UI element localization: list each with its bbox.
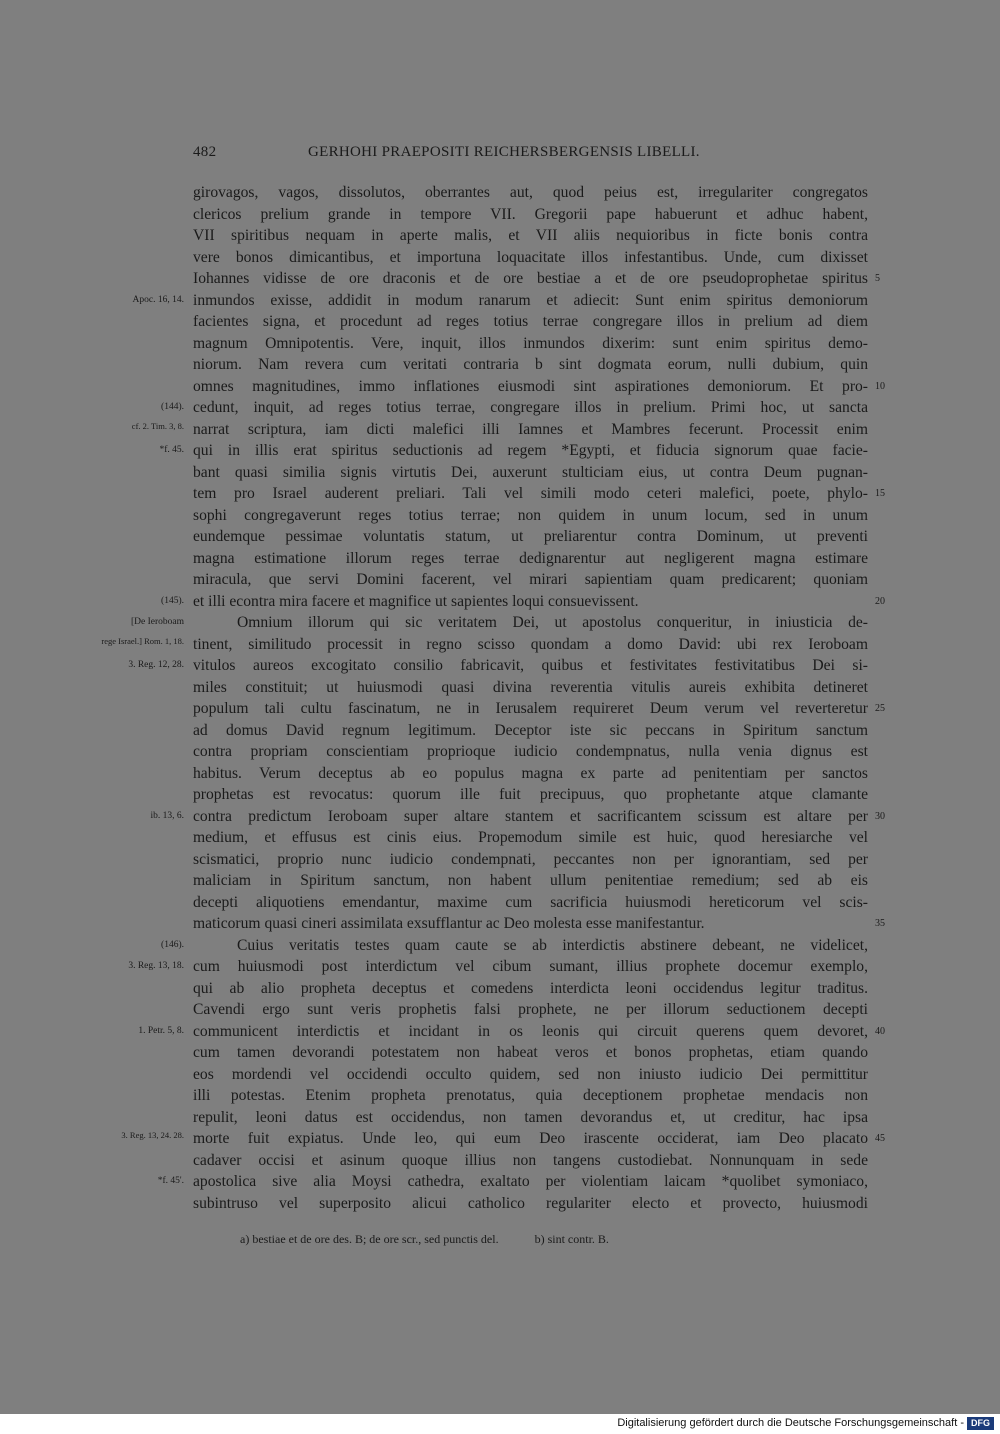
text-line: [193, 913, 885, 935]
margin-reference: (145).: [161, 595, 184, 606]
text-line: [193, 720, 868, 742]
line-text: tem pro Israel auderent preliari. Tali vel simili modo ceteri malefici, poete, phylo-: [193, 485, 868, 502]
line-text: medium, et effusus est cinis eius. Propemodum simile est huic, quod heresiarche vel: [193, 829, 868, 846]
line-number: 45: [875, 1133, 885, 1144]
line-number: 15: [875, 488, 885, 499]
text-line: [193, 784, 868, 806]
line-text: sophi congregaverunt reges totius terrae; non quidem in unum locum, sed in unum: [193, 506, 868, 524]
line-text: cedunt, inquit, ad reges totius terrae, congregare illos in prelium. Primi hoc, ut sancta: [193, 399, 868, 416]
line-text: Omnium illorum qui sic veritatem Dei, ut apostolus conqueritur, in iniusticia de-: [237, 614, 868, 631]
text-line: [193, 999, 868, 1021]
margin-reference: 3. Reg. 13, 24. 28.: [121, 1130, 184, 1140]
text-line: [193, 526, 868, 548]
text-line: [193, 827, 868, 849]
line-number: 30: [875, 810, 885, 822]
line-text: populum tali cultu fascinatum, ne in Ierusalem requireret Deum verum vel reverteretur: [193, 700, 868, 717]
line-text: subintruso vel superposito alicui catholico regulariter electo et provecto, huiusmodi: [193, 1194, 868, 1212]
text-line: [159, 440, 868, 462]
line-number: 40: [875, 1025, 885, 1037]
line-text: decepti aliquotiens emendantur, maxime cum sacrificia huiusmodi hereticorum vel scis-: [193, 893, 868, 911]
line-text: VII spiritibus nequam in aperte malis, et VII aliis nequioribus in ficte bonis contra: [193, 227, 868, 244]
margin-reference: *f. 45.: [159, 445, 184, 455]
text-line: [193, 1085, 868, 1107]
text-line: [101, 634, 868, 656]
margin-reference: (146).: [161, 939, 184, 950]
line-text: eundemque pessimae voluntatis statum, ut preliarentur contra Dominum, ut preventi: [193, 528, 868, 545]
text-line: [131, 419, 868, 441]
line-text: magna estimatione illorum reges terrae dedignarentur aut negligerent magna estimare: [193, 549, 868, 567]
text-line: [193, 1107, 868, 1129]
line-number: 5: [875, 273, 880, 284]
line-text: miracula, que servi Domini facerent, vel mirari sapientiam quam predicarent; quoniam: [193, 571, 868, 588]
text-line: [128, 655, 868, 677]
text-line: [193, 376, 885, 398]
text-line: [121, 1128, 885, 1150]
margin-reference: ib. 13, 6.: [150, 810, 184, 821]
line-number: 35: [875, 918, 885, 929]
line-text: et illi econtra mira facere et magnifice ut sapientes loqui consuevissent.: [193, 592, 639, 610]
line-text: girovagos, vagos, dissolutos, oberrantes aut, quod peius est, irregulariter congregatos: [193, 184, 868, 201]
line-text: cadaver occisi et asinum quoque illius non tangens custodiebat. Nonnunquam in sede: [193, 1151, 868, 1169]
text-line: [193, 333, 868, 355]
line-text: inmundos exisse, addidit in modum ranarum et adiecit: Sunt enim spiritus demoniorum: [193, 291, 868, 309]
text-line: [193, 849, 868, 871]
line-text: illi potestas. Etenim propheta prenotatus, quia deceptionem prophetae mendacis non: [193, 1087, 868, 1104]
line-text: eos mordendi vel occidendi occulto quidem, sed non iniusto iudicio Dei permittitur: [193, 1065, 868, 1083]
line-text: qui in illis erat spiritus seductionis ad regem *Egypti, et fiducia signorum quae facie-: [193, 442, 868, 459]
line-number: 10: [875, 380, 885, 392]
line-text: maliciam in Spiritum sanctum, non habent ullum penitentiae remedium; sed ab eis: [193, 872, 868, 889]
text-line: [193, 1150, 868, 1172]
text-line: [193, 182, 868, 204]
dfg-logo[interactable]: DFG: [967, 1417, 994, 1430]
line-text: Cuius veritatis testes quam caute se ab interdictis abstinere debeant, ne videlicet,: [237, 936, 868, 954]
margin-reference: rege Israel.] Rom. 1, 18.: [101, 635, 184, 646]
line-text: prophetas est revocatus: quorum ille fuit precipuus, quo prophetante atque clamante: [193, 786, 868, 803]
margin-reference: 3. Reg. 13, 18.: [128, 961, 184, 971]
text-line: [193, 505, 868, 527]
margin-reference: (144).: [161, 402, 184, 412]
line-text: ad domus David regnum legitimum. Deceptor iste sic peccans in Spiritum sanctum: [193, 721, 868, 739]
footnote-a: a) bestiae et de ore des. B; de ore scr., sed punctis del.: [240, 1232, 499, 1246]
text-line: [161, 397, 868, 419]
line-text: clericos prelium grande in tempore VII. Gregorii pape habuerunt et adhuc habent,: [193, 205, 868, 223]
line-text: communicent interdictis et incidant in os leonis qui circuit querens quem devoret,: [193, 1022, 868, 1040]
text-line: [193, 892, 868, 914]
text-line: [193, 247, 868, 269]
line-text: facientes signa, et procedunt ad reges totius terrae congregare illos in prelium ad diem: [193, 313, 868, 330]
margin-reference: *f. 45'.: [157, 1176, 184, 1186]
text-line: [193, 978, 868, 1000]
line-text: bant quasi similia signis virtutis Dei, auxerunt stulticiam eius, ut contra Deum pugnan-: [193, 463, 868, 481]
text-line: [157, 1171, 868, 1193]
margin-reference: Apoc. 16, 14.: [132, 294, 184, 305]
main-text: [101, 182, 885, 1214]
margin-reference: cf. 2. Tim. 3, 8.: [131, 420, 184, 431]
line-text: omnes magnitudines, immo inflationes eiusmodi sint aspirationes demoniorum. Et pro-: [193, 377, 868, 395]
text-line: [193, 1042, 868, 1064]
text-line: [193, 741, 868, 763]
text-line: [193, 548, 868, 570]
text-line: [193, 354, 868, 376]
line-text: tinent, similitudo processit in regno scisso quondam a domo David: ubi rex Ieroboam: [193, 635, 868, 653]
margin-reference: 3. Reg. 12, 28.: [128, 660, 184, 670]
text-line: [193, 483, 885, 505]
line-text: cum tamen devorandi potestatem non habeat veros et bonos prophetas, etiam quando: [193, 1044, 868, 1061]
text-line: [193, 311, 868, 333]
line-number: 20: [875, 595, 885, 607]
line-text: vere bonos dimicantibus, et importuna loquacitate illos infestantibus. Unde, cum dixisset: [193, 248, 868, 266]
line-text: maticorum quasi cineri assimilata exsufflantur ac Deo molesta esse manifestantur.: [193, 915, 705, 932]
text-line: [193, 204, 868, 226]
line-text: niorum. Nam revera cum veritati contraria b sint dogmata eorum, nulli dubium, quin: [193, 356, 868, 373]
footnotes: [240, 1232, 609, 1247]
text-line: [193, 1193, 868, 1215]
line-text: scismatici, proprio nunc iudicio condempnati, peccantes non per ignorantiam, sed per: [193, 850, 868, 868]
text-line: [193, 677, 868, 699]
text-line: [193, 225, 868, 247]
line-text: vitulos aureos excogitato consilio fabricavit, quibus et festivitates festivitatibus Dei si-: [193, 657, 868, 674]
line-number: 25: [875, 703, 885, 714]
text-line: [193, 763, 868, 785]
text-line: [132, 290, 868, 312]
text-line: [193, 569, 868, 591]
line-text: morte fuit expiatus. Unde leo, qui eum Deo irascente occiderat, iam Deo placato: [193, 1130, 868, 1147]
line-text: contra predictum Ieroboam super altare stantem et sacrificantem scissum est altare per: [193, 807, 868, 825]
line-text: narrat scriptura, iam dicti malefici illi Iamnes et Mambres fecerunt. Processit enim: [193, 420, 868, 438]
line-text: repulit, leoni datus est occidendus, non tamen devorandus et, ut creditur, hac ipsa: [193, 1108, 868, 1126]
text-line: [193, 870, 868, 892]
running-title: GERHOHI PRAEPOSITI REICHERSBERGENSIS LIBELLI.: [308, 144, 700, 160]
text-line: [193, 698, 885, 720]
line-text: qui ab alio propheta deceptus et comedens interdicta leoni occidendus legitur traditus.: [193, 979, 868, 997]
line-text: habitus. Verum deceptus ab eo populus magna ex parte ad penitentiam per sanctos: [193, 764, 868, 782]
footer-credit: Digitalisierung gefördert durch die Deutsche Forschungsgemeinschaft -: [617, 1417, 964, 1429]
text-line: [193, 268, 880, 290]
footer-bar: [0, 1414, 1000, 1434]
line-text: miles constituit; ut huiusmodi quasi divina reverentia vitulis aureis exhibita detineret: [193, 678, 868, 696]
line-text: Iohannes vidisse de ore draconis et de ore bestiae a et de ore pseudoprophetae spiritus: [193, 270, 868, 287]
line-text: contra propriam conscientiam proprioque iudicio condempnatus, nulla venia dignus est: [193, 743, 868, 760]
text-line: [161, 591, 885, 613]
line-text: cum huiusmodi post interdictum vel cibum sumant, illius prophete docemur exemplo,: [193, 958, 868, 975]
text-line: [130, 612, 868, 634]
margin-reference: 1. Petr. 5, 8.: [138, 1025, 184, 1036]
text-line: [138, 1021, 885, 1043]
text-line: [193, 462, 868, 484]
line-text: Cavendi ergo sunt veris prophetis falsi prophete, ne per illorum seductionem decepti: [193, 1001, 868, 1018]
text-line: [193, 1064, 868, 1086]
text-line: [161, 935, 868, 957]
line-text: apostolica sive alia Moysi cathedra, exaltato per violentiam laicam *quolibet symoniaco,: [193, 1173, 868, 1190]
text-line: [150, 806, 885, 828]
margin-reference: [De Ieroboam: [130, 617, 184, 627]
footnote-b: b) sint contr. B.: [534, 1232, 609, 1246]
text-line: [128, 956, 868, 978]
page-number: 482: [193, 144, 217, 160]
line-text: magnum Omnipotentis. Vere, inquit, illos inmundos dixerim: sunt enim spiritus demo-: [193, 334, 868, 352]
